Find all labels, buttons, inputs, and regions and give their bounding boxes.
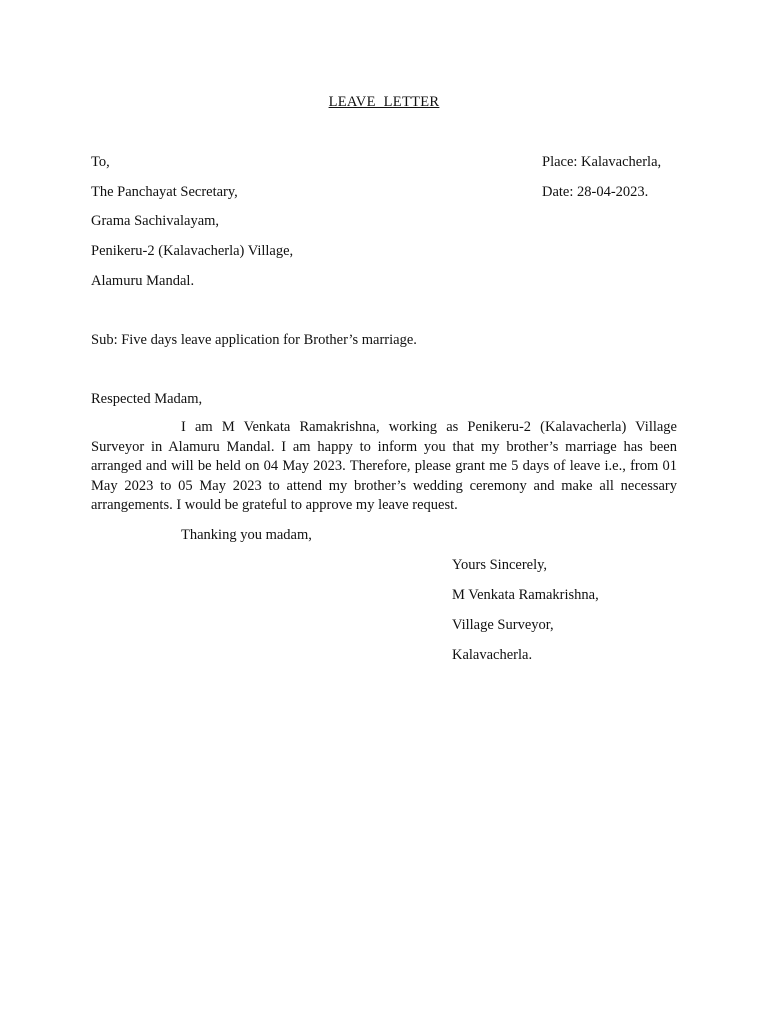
body-paragraph: I am M Venkata Ramakrishna, working as Penikeru-2 (Kalavacherla) Village Surveyor in Alamuru Mandal. I am happy to inform you that my brother’s marriage has been arranged and will be held on 04 May 2023. Therefore, please grant me 5 days of leave i.e., from 01 May 2023 to 05 May 2023 to attend my brother’s wedding ceremony and make all necessary arrangements. I would be grateful to approve my leave request. bbox=[91, 419, 677, 513]
subject-line: Sub: Five days leave application for Brother’s marriage. bbox=[91, 332, 417, 348]
to-label: To, bbox=[91, 154, 110, 170]
place-line: Place: Kalavacherla, bbox=[542, 154, 662, 170]
signature-name: M Venkata Ramakrishna, bbox=[452, 587, 599, 603]
recipient-line-2: Grama Sachivalayam, bbox=[91, 213, 220, 229]
thanks-line: Thanking you madam, bbox=[181, 527, 312, 543]
signature-designation: Village Surveyor, bbox=[452, 617, 554, 633]
recipient-line-3: Penikeru-2 (Kalavacherla) Village, bbox=[91, 243, 294, 259]
letter-title: LEAVE LETTER bbox=[328, 94, 440, 110]
recipient-line-4: Alamuru Mandal. bbox=[91, 273, 195, 289]
recipient-line-1: The Panchayat Secretary, bbox=[91, 184, 238, 200]
greeting: Respected Madam, bbox=[91, 391, 203, 407]
date-line: Date: 28-04-2023. bbox=[542, 184, 649, 200]
signature-place: Kalavacherla. bbox=[452, 647, 533, 663]
signature-closing: Yours Sincerely, bbox=[452, 557, 548, 573]
